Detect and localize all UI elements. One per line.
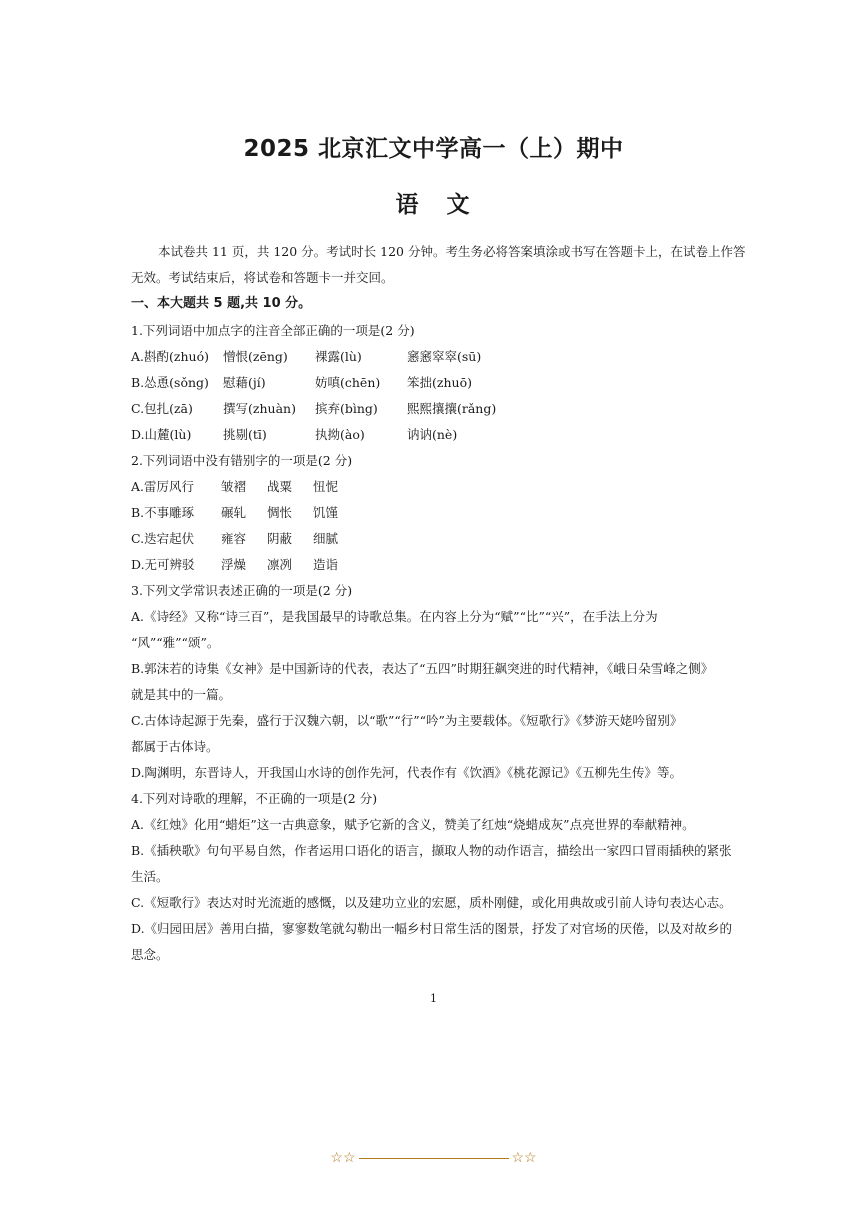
option-word: 摈弃(bìng): [315, 401, 378, 416]
option-word: 挑剔(tī): [223, 427, 267, 442]
question-1-stem: 1.下列词语中加点字的注音全部正确的一项是(2 分): [131, 323, 415, 338]
option-word: 憎恨(zēng): [223, 349, 288, 364]
option-word: 战粟: [267, 479, 293, 494]
option-word: 细腻: [313, 531, 339, 546]
option-word: B.怂恿(sǒng): [131, 375, 209, 390]
question-2-option-b: [131, 505, 359, 521]
footer-rule: [359, 1158, 509, 1159]
question-4-stem: 4.下列对诗歌的理解，不正确的一项是(2 分): [131, 791, 378, 806]
option-word: 慰藉(jí): [223, 375, 266, 390]
question-1-option-d: [131, 427, 547, 443]
option-word: 皱褶: [221, 479, 247, 494]
option-word: 忸怩: [313, 479, 339, 494]
question-2-option-d: [131, 557, 359, 573]
question-3-option-c-cont: 都属于古体诗。: [131, 739, 219, 754]
option-word: B.不事雕琢: [131, 505, 195, 520]
instructions-line-1: 本试卷共 11 页，共 120 分。考试时长 120 分钟。考生务必将答案填涂或书写在答题卡上，在试卷上作答: [158, 244, 746, 259]
question-2-stem: 2.下列词语中没有错别字的一项是(2 分): [131, 453, 353, 468]
option-word: 熙熙攘攘(rǎng): [407, 401, 497, 416]
option-word: 执拗(ào): [315, 427, 365, 442]
option-word: 雍容: [221, 531, 247, 546]
option-word: A.雷厉风行: [131, 479, 195, 494]
question-3-stem: 3.下列文学常识表述正确的一项是(2 分): [131, 583, 353, 598]
question-3-option-d: D.陶渊明，东晋诗人，开我国山水诗的创作先河，代表作有《饮酒》《桃花源记》《五柳先生传》等。: [131, 765, 683, 780]
exam-title: 2025 北京汇文中学高一（上）期中: [243, 136, 624, 162]
question-4-option-c: C.《短歌行》表达对时光流逝的感慨，以及建功立业的宏愿，质朴刚健，或化用典故或引前人诗句表达心志。: [131, 895, 732, 910]
option-word: 凛冽: [267, 557, 293, 572]
option-word: C.包扎(zā): [131, 401, 193, 416]
star-icon: ☆☆: [330, 1150, 356, 1166]
option-word: D.无可辨驳: [131, 557, 195, 572]
question-1-option-a: [131, 349, 547, 365]
option-word: 阴蔽: [267, 531, 293, 546]
question-3-option-c: C.古体诗起源于先秦，盛行于汉魏六朝，以“歌”“行”“吟”为主要载体。《短歌行》《梦游天姥吟留别》: [131, 713, 683, 728]
question-1-option-b: [131, 375, 547, 391]
question-3-option-a-cont: “风”“雅”“颂”。: [131, 635, 220, 650]
option-word: 饥馑: [313, 505, 339, 520]
question-3-option-a: A.《诗经》又称“诗三百”，是我国最早的诗歌总集。在内容上分为“赋”“比”“兴”，在手法上分为: [131, 609, 658, 624]
question-2-option-a: [131, 479, 359, 495]
instructions-line-2: 无效。考试结束后，将试卷和答题卡一并交回。: [131, 270, 394, 285]
option-word: A.斟酌(zhuó): [131, 349, 209, 364]
option-word: 妨嗔(chēn): [315, 375, 381, 390]
option-word: 窸窸窣窣(sū): [407, 349, 482, 364]
option-word: 撰写(zhuàn): [223, 401, 296, 416]
question-2-option-c: [131, 531, 359, 547]
option-word: D.山麓(lù): [131, 427, 192, 442]
option-word: 浮燥: [221, 557, 247, 572]
section-heading: 一、本大题共 5 题,共 10 分。: [131, 296, 312, 311]
option-word: 裸露(lù): [315, 349, 362, 364]
question-4-option-d: D.《归园田居》善用白描，寥寥数笔就勾勒出一幅乡村日常生活的图景，抒发了对官场的厌倦，以及对故乡的: [131, 921, 733, 936]
option-word: 惆怅: [267, 505, 293, 520]
page-number: 1: [430, 992, 437, 1005]
star-icon: ☆☆: [511, 1150, 537, 1166]
question-3-option-b: B.郭沫若的诗集《女神》是中国新诗的代表，表达了“五四”时期狂飙突进的时代精神，《峨日朵雪峰之侧》: [131, 661, 714, 676]
question-4-option-d-cont: 思念。: [131, 947, 169, 962]
question-4-option-a: A.《红烛》化用“蜡炬”这一古典意象，赋予它新的含义，赞美了红烛“烧蜡成灰”点亮世界的奉献精神。: [131, 817, 695, 832]
option-word: C.迭宕起伏: [131, 531, 195, 546]
question-3-option-b-cont: 就是其中的一篇。: [131, 687, 232, 702]
subject-heading: 语 文: [395, 192, 480, 218]
option-word: 笨拙(zhuō): [407, 375, 472, 390]
question-1-option-c: [131, 401, 547, 417]
option-word: 造诣: [313, 557, 339, 572]
question-4-option-b-cont: 生活。: [131, 869, 169, 884]
question-4-option-b: B.《插秧歌》句句平易自然，作者运用口语化的语言，撷取人物的动作语言，描绘出一家四口冒雨插秧的紧张: [131, 843, 732, 858]
option-word: 碾轧: [221, 505, 247, 520]
footer-ornament: [0, 1150, 867, 1166]
option-word: 讷讷(nè): [407, 427, 458, 442]
